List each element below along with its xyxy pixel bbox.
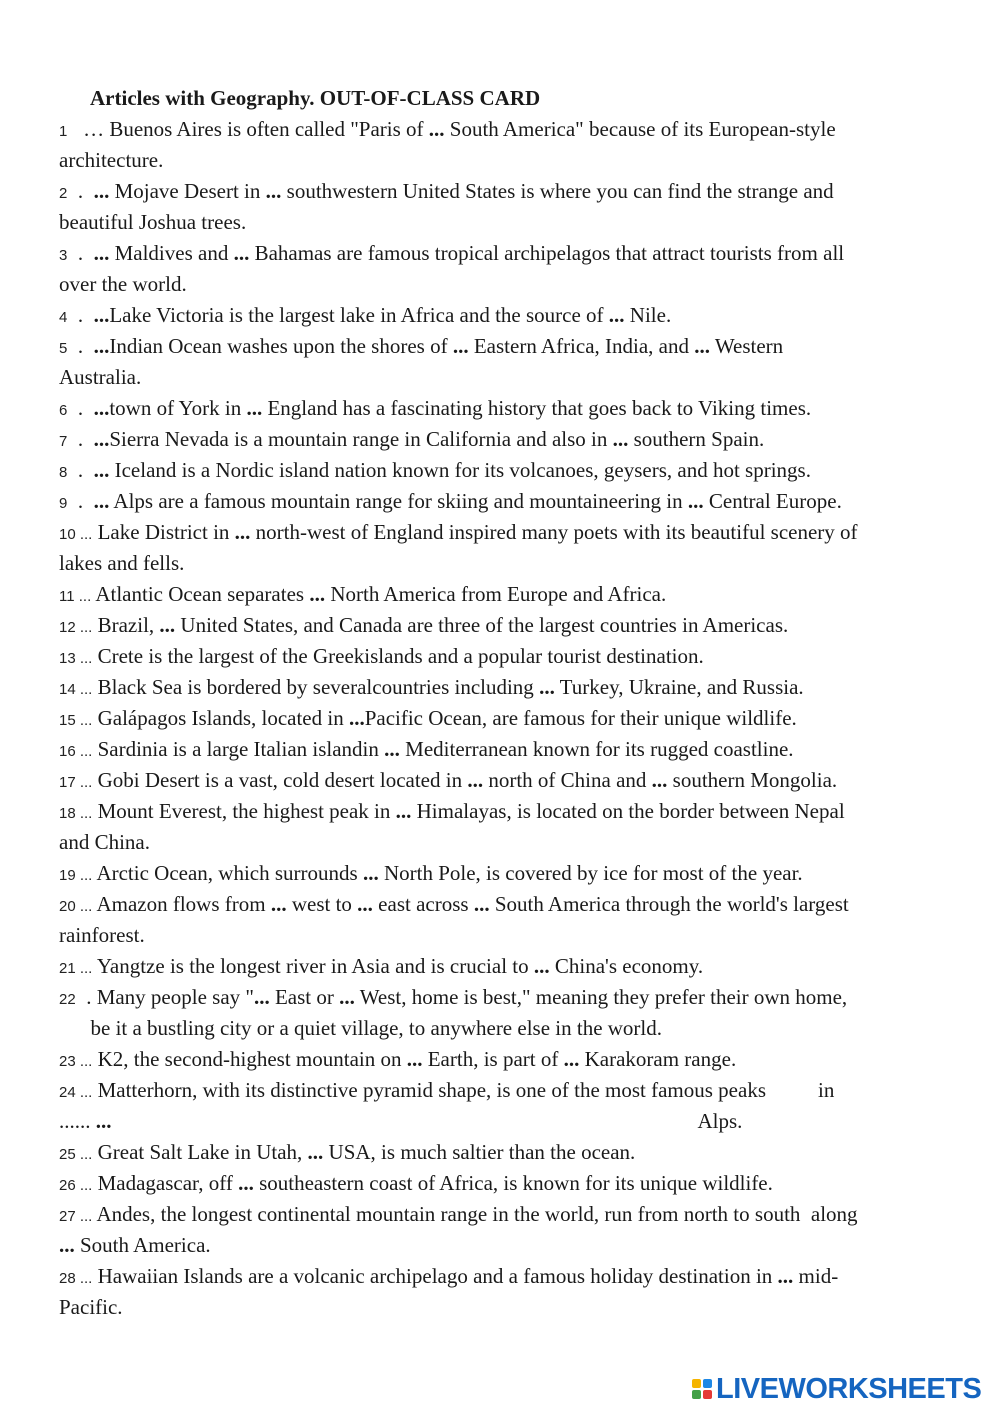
text-segment: Turkey, Ukraine, and Russia. — [554, 675, 804, 699]
item-number: 10 ... — [59, 526, 93, 543]
text-segment: Karakoram range. — [579, 1047, 737, 1071]
text-line — [59, 362, 969, 393]
blank-marker: ... — [533, 954, 550, 978]
text-segment: west to — [286, 892, 358, 916]
item-number: 23 ... — [59, 1053, 93, 1070]
text-segment: Crete is the largest of the Greekislands and a popular tourist destination. — [92, 644, 704, 668]
text-line — [59, 517, 969, 550]
text-segment: Lake District in — [92, 520, 235, 544]
blank-marker: ... — [234, 520, 251, 544]
text-segment: southeastern coast of Africa, is known for its unique wildlife. — [253, 1171, 773, 1195]
text-segment: Amazon flows from — [92, 892, 271, 916]
blank-marker: ... — [777, 1264, 794, 1288]
item-number: 4 — [59, 309, 68, 326]
text-segment: United States, and Canada are three of the largest countries in Americas. — [175, 613, 789, 637]
text-segment: . — [67, 489, 94, 513]
item-number: 21 ... — [59, 960, 93, 977]
liveworksheets-logo — [692, 1374, 981, 1404]
text-segment: … Buenos Aires is often called "Paris of — [67, 117, 429, 141]
blank-marker: ... — [93, 458, 110, 482]
blank-marker: ... — [348, 706, 365, 730]
text-line — [59, 610, 969, 643]
text-segment: ...... — [59, 1109, 96, 1133]
text-segment: Arctic Ocean, which surrounds — [92, 861, 363, 885]
item-number: 27 ... — [59, 1208, 93, 1225]
text-line — [59, 579, 969, 612]
text-segment: East or — [269, 985, 340, 1009]
text-segment: Himalayas, is located on the border between Nepal — [411, 799, 845, 823]
blank-marker: ... — [246, 396, 263, 420]
text-segment: . — [67, 179, 94, 203]
blank-marker: ... — [270, 892, 287, 916]
text-segment: and China. — [59, 830, 150, 854]
text-segment: Iceland is a Nordic island nation known for its volcanoes, geysers, and hot springs. — [109, 458, 811, 482]
blank-marker: ... — [612, 427, 629, 451]
text-segment: Matterhorn, with its distinctive pyramid shape, is one of the most famous peaks — [92, 1078, 766, 1102]
blank-marker: ... — [59, 1233, 75, 1257]
text-segment: Sierra Nevada is a mountain range in California and also in — [109, 427, 613, 451]
text-line — [59, 672, 969, 705]
item-number: 19 ... — [59, 867, 93, 884]
text-segment: Mojave Desert in — [109, 179, 266, 203]
blank-marker: ... — [93, 241, 110, 265]
item-number: 2 — [59, 185, 68, 202]
text-segment: Hawaiian Islands are a volcanic archipelago and a famous holiday destination in — [92, 1264, 778, 1288]
blank-marker: ... — [93, 303, 110, 327]
text-segment: K2, the second-highest mountain on — [92, 1047, 407, 1071]
text-segment: southwestern United States is where you can find the strange and — [281, 179, 834, 203]
text-line — [59, 486, 969, 519]
text-line — [59, 982, 969, 1015]
text-segment: be it a bustling city or a quiet village, to anywhere else in the world. — [59, 1016, 663, 1040]
text-segment: rainforest. — [59, 923, 145, 947]
blank-marker: ... — [467, 768, 484, 792]
text-segment: lakes and fells. — [59, 551, 185, 575]
text-segment: North Pole, is covered by ice for most of the year. — [378, 861, 803, 885]
text-segment: Andes, the longest continental mountain range in the world, run from north to south along — [92, 1202, 858, 1226]
text-segment: Mediterranean known for its rugged coastline. — [399, 737, 794, 761]
blank-marker: ... — [563, 1047, 580, 1071]
item-number: 18 ... — [59, 805, 93, 822]
blank-marker: ... — [651, 768, 668, 792]
text-line — [59, 1044, 969, 1077]
item-number: 22 — [59, 991, 76, 1008]
text-line — [59, 1013, 969, 1044]
text-line — [59, 1075, 969, 1108]
blank-marker: ... — [608, 303, 625, 327]
item-number: 26 ... — [59, 1177, 93, 1194]
item-number: 16 ... — [59, 743, 93, 760]
text-line — [59, 455, 969, 488]
text-segment: China's economy. — [549, 954, 704, 978]
text-line — [59, 1199, 969, 1232]
text-segment: Central Europe. — [703, 489, 842, 513]
text-segment: Maldives and — [109, 241, 234, 265]
item-number: 9 — [59, 495, 68, 512]
text-line — [59, 1168, 969, 1201]
logo-mark-icon — [692, 1379, 712, 1399]
text-line — [59, 951, 969, 984]
item-number: 17 ... — [59, 774, 93, 791]
text-line — [59, 114, 969, 147]
item-number: 7 — [59, 433, 68, 450]
text-segment: . Many people say " — [75, 985, 254, 1009]
text-segment: Black Sea is bordered by severalcountries including — [92, 675, 540, 699]
item-number: 15 ... — [59, 712, 93, 729]
blank-marker: ... — [687, 489, 704, 513]
text-line — [59, 424, 969, 457]
text-segment: South America. — [74, 1233, 211, 1257]
text-segment: West, home is best," meaning they prefer their own home, — [354, 985, 848, 1009]
item-number: 12 ... — [59, 619, 93, 636]
text-segment: Western — [710, 334, 784, 358]
text-segment: Gobi Desert is a vast, cold desert located in — [92, 768, 468, 792]
blank-marker: ... — [428, 117, 445, 141]
item-number: 8 — [59, 464, 68, 481]
logo-text: LIVEWORKSHEETS — [716, 1373, 982, 1405]
blank-marker: ... — [93, 489, 110, 513]
blank-marker: ... — [452, 334, 469, 358]
blank-marker: ... — [395, 799, 412, 823]
text-segment: South America" because of its European-style — [444, 117, 836, 141]
text-segment: . — [67, 241, 94, 265]
text-segment: Nile. — [624, 303, 672, 327]
text-segment: southern Mongolia. — [667, 768, 838, 792]
text-segment: Mount Everest, the highest peak in — [92, 799, 396, 823]
blank-marker: ... — [362, 861, 379, 885]
blank-marker: ... — [253, 985, 270, 1009]
text-segment: . — [67, 458, 94, 482]
text-segment: Pacific Ocean, are famous for their unique wildlife. — [364, 706, 797, 730]
text-line — [59, 1292, 969, 1323]
text-line — [59, 734, 969, 767]
text-segment: Yangtze is the longest river in Asia and is crucial to — [92, 954, 534, 978]
text-line — [59, 1261, 969, 1294]
item-number: 11 ... — [59, 588, 92, 605]
text-segment: Pacific. — [59, 1295, 123, 1319]
blank-marker: ... — [539, 675, 555, 699]
text-segment: Madagascar, off — [92, 1171, 239, 1195]
text-segment: Alps. — [697, 1109, 743, 1133]
text-segment: over the world. — [59, 272, 187, 296]
blank-marker: ... — [384, 737, 400, 761]
text-line — [59, 889, 969, 922]
text-line — [59, 827, 969, 858]
text-segment: . — [67, 396, 94, 420]
blank-marker: ... — [309, 582, 326, 606]
blank-marker: ... — [357, 892, 373, 916]
blank-marker: ... — [233, 241, 250, 265]
text-segment: . — [67, 303, 94, 327]
text-segment: north-west of England inspired many poets with its beautiful scenery of — [250, 520, 858, 544]
blank-marker: ... — [93, 396, 110, 420]
text-line — [59, 796, 969, 829]
item-number: 24 ... — [59, 1084, 93, 1101]
text-line — [59, 1230, 969, 1261]
text-line — [59, 765, 969, 798]
text-line — [59, 393, 969, 426]
page-title: Articles with Geography. OUT-OF-CLASS CARD — [90, 86, 541, 110]
text-line — [59, 238, 969, 271]
blank-marker: ... — [339, 985, 355, 1009]
text-segment: Eastern Africa, India, and — [468, 334, 695, 358]
item-number: 25 ... — [59, 1146, 93, 1163]
text-line — [59, 176, 969, 209]
text-segment: beautiful Joshua trees. — [59, 210, 247, 234]
text-segment: Alps are a famous mountain range for skiing and mountaineering in — [109, 489, 688, 513]
text-line — [59, 858, 969, 891]
text-line — [59, 920, 969, 951]
text-segment: east across — [372, 892, 474, 916]
blank-marker: ... — [93, 427, 110, 451]
item-number: 1 — [59, 123, 68, 140]
text-segment: Indian Ocean washes upon the shores of — [109, 334, 453, 358]
text-line — [59, 548, 969, 579]
text-line — [59, 1137, 969, 1170]
blank-marker: ... — [159, 613, 176, 637]
text-segment: north of China and — [483, 768, 652, 792]
text-segment: North America from Europe and Africa. — [325, 582, 667, 606]
text-segment: Great Salt Lake in Utah, — [92, 1140, 308, 1164]
text-line — [59, 269, 969, 300]
blank-marker: ... — [406, 1047, 423, 1071]
blank-marker: ... — [307, 1140, 324, 1164]
text-segment: southern Spain. — [628, 427, 765, 451]
item-number: 6 — [59, 402, 68, 419]
blank-marker: ... — [238, 1171, 254, 1195]
text-segment: town of York in — [109, 396, 247, 420]
item-number: 20 ... — [59, 898, 93, 915]
text-segment: South America through the world's largest — [489, 892, 849, 916]
text-segment: . — [67, 334, 94, 358]
text-segment: in — [818, 1078, 835, 1102]
blank-marker: ... — [265, 179, 282, 203]
text-segment: Earth, is part of — [422, 1047, 564, 1071]
item-number: 5 — [59, 340, 68, 357]
text-segment: mid- — [793, 1264, 839, 1288]
text-line — [59, 207, 969, 238]
text-segment: Bahamas are famous tropical archipelagos that attract tourists from all — [249, 241, 845, 265]
item-number: 28 ... — [59, 1270, 93, 1287]
text-segment: Atlantic Ocean separates — [91, 582, 310, 606]
text-segment: Australia. — [59, 365, 142, 389]
text-segment: USA, is much saltier than the ocean. — [323, 1140, 636, 1164]
text-segment: Sardinia is a large Italian islandin — [92, 737, 385, 761]
text-segment: Brazil, — [92, 613, 160, 637]
text-segment: . — [67, 427, 94, 451]
item-number: 13 ... — [59, 650, 93, 667]
item-number: 14 ... — [59, 681, 93, 698]
blank-marker: ... — [93, 334, 110, 358]
blank-marker: ... — [473, 892, 490, 916]
text-segment: Lake Victoria is the largest lake in Africa and the source of — [109, 303, 609, 327]
text-line — [59, 703, 969, 736]
text-segment: architecture. — [59, 148, 164, 172]
text-line — [59, 331, 969, 364]
text-line — [59, 1106, 969, 1137]
item-number: 3 — [59, 247, 68, 264]
text-line — [59, 641, 969, 674]
blank-marker: ... — [95, 1109, 112, 1133]
blank-marker: ... — [694, 334, 711, 358]
text-line — [59, 145, 969, 176]
text-line — [59, 300, 969, 333]
text-segment: Galápagos Islands, located in — [92, 706, 349, 730]
blank-marker: ... — [93, 179, 110, 203]
text-segment: England has a fascinating history that goes back to Viking times. — [262, 396, 812, 420]
